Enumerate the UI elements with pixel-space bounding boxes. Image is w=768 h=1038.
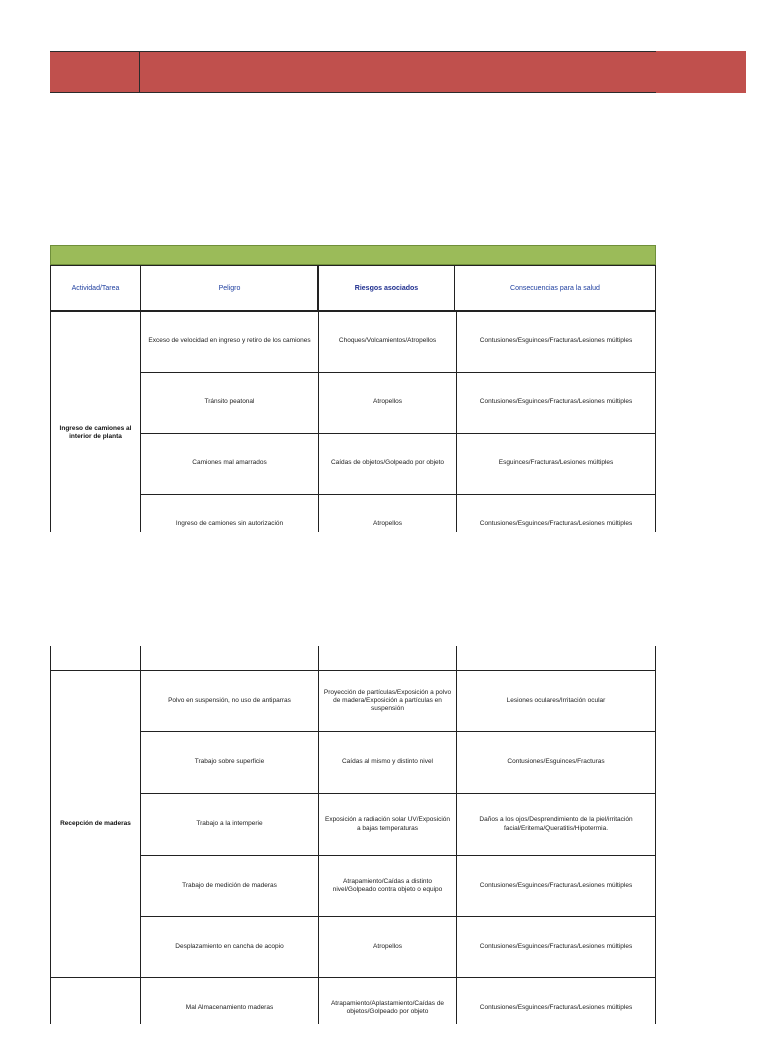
activity-cell: Ingreso de camiones al interior de planta bbox=[59, 424, 132, 440]
grid-line bbox=[655, 311, 656, 532]
peligro-cell: Camiones mal amarrados bbox=[192, 459, 267, 467]
consecuencia-cell: Contusiones/Esguinces/Fracturas/Lesiones múltiples bbox=[479, 881, 633, 889]
header-actividad: Actividad/Tarea bbox=[50, 265, 141, 311]
riesgo-cell: Atrapamiento/Aplastamiento/Caídas de objetos/Golpeado por objeto bbox=[330, 999, 445, 1015]
consecuencia-cell: Contusiones/Esguinces/Fracturas/Lesiones múltiples bbox=[479, 942, 633, 950]
peligro-cell: Mal Almacenamiento maderas bbox=[185, 1003, 274, 1011]
consecuencia-cell: Contusiones/Esguinces/Fracturas/Lesiones múltiples bbox=[479, 520, 633, 528]
header-riesgos: Riesgos asociados bbox=[317, 265, 456, 311]
title-band-top-border bbox=[50, 51, 656, 52]
consecuencia-cell: Daños a los ojos/Desprendimiento de la piel/irritación facial/Eritema/Queratitis/Hipotermia. bbox=[479, 816, 633, 832]
consecuencia-cell: Contusiones/Esguinces/Fracturas/Lesiones múltiples bbox=[479, 398, 633, 406]
activity-cell: Recepción de maderas bbox=[60, 819, 131, 827]
page-break-gap bbox=[0, 532, 768, 646]
riesgo-cell: Atropellos bbox=[373, 398, 402, 406]
riesgo-cell: Atrapamiento/Caídas a distinto nivel/Golpeado contra objeto o equipo bbox=[332, 877, 443, 893]
consecuencia-cell: Contusiones/Esguinces/Fracturas/Lesiones múltiples bbox=[479, 1003, 633, 1011]
title-band-bottom-border bbox=[50, 92, 656, 93]
riesgo-cell: Caídas de objetos/Golpeado por objeto bbox=[330, 459, 445, 467]
header-consecuencias: Consecuencias para la salud bbox=[454, 265, 656, 311]
riesgo-cell: Atropellos bbox=[373, 520, 402, 528]
peligro-cell: Tránsito peatonal bbox=[204, 398, 255, 406]
peligro-cell: Desplazamiento en cancha de acopio bbox=[175, 942, 284, 950]
peligro-cell: Trabajo sobre superficie bbox=[194, 758, 265, 766]
riesgo-cell: Proyección de partículas/Exposición a polvo de madera/Exposición a partículas en suspensión bbox=[323, 688, 452, 713]
section-bar bbox=[50, 245, 656, 265]
consecuencia-cell: Esguinces/Fracturas/Lesiones múltiples bbox=[498, 459, 614, 467]
riesgo-cell: Exposición a radiación solar UV/Exposición a bajas temperaturas bbox=[324, 816, 450, 832]
riesgo-cell: Caídas al mismo y distinto nivel bbox=[341, 758, 434, 766]
consecuencia-cell: Contusiones/Esguinces/Fracturas/Lesiones múltiples bbox=[479, 337, 633, 345]
riesgo-cell: Atropellos bbox=[373, 942, 402, 950]
peligro-cell: Exceso de velocidad en ingreso y retiro de los camiones bbox=[148, 337, 311, 345]
riesgo-cell: Choques/Volcamientos/Atropellos bbox=[338, 337, 437, 345]
peligro-cell: Trabajo de medición de maderas bbox=[182, 881, 277, 889]
peligro-cell: Trabajo a la intemperie bbox=[196, 820, 263, 828]
peligro-cell: Ingreso de camiones sin autorización bbox=[175, 520, 284, 528]
consecuencia-cell: Lesiones oculares/Irritación ocular bbox=[506, 696, 606, 704]
title-band bbox=[50, 51, 746, 93]
header-peligro: Peligro bbox=[140, 265, 319, 311]
grid-line bbox=[655, 646, 656, 1024]
title-band-divider bbox=[139, 51, 140, 93]
peligro-cell: Polvo en suspensión, no uso de antiparras bbox=[168, 696, 291, 704]
consecuencia-cell: Contusiones/Esguinces/Fracturas bbox=[507, 758, 605, 766]
